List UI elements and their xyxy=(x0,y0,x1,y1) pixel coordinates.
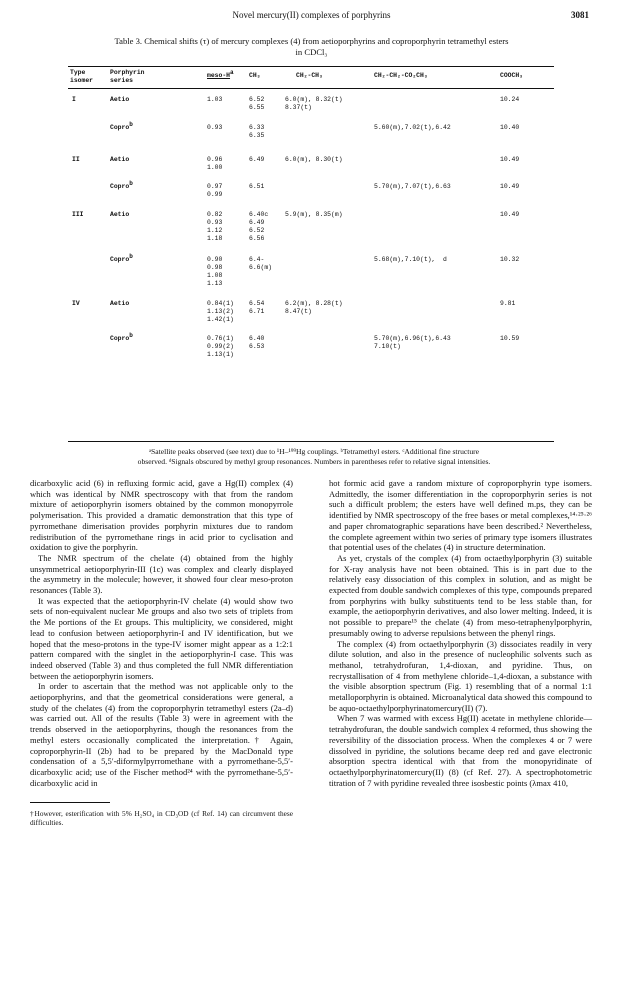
cell-meso: 0.84(1) 1.13(2) 1.42(1) xyxy=(207,300,234,323)
cell-type: II xyxy=(72,156,80,163)
body-paragraph: As yet, crystals of the complex (4) from octaethylporphyrin (3) suitable for X-ray analysis have not been obtained. This is in part due to the relatively easy dissociation of this complex in solution, and as might be expected from double sandwich complexes of this type, compounds prepared from porphyrins with bulky substituents tend to be less stable than, for example, the aetioporphyrin derivatives, and also lower melting. Indeed, it is not possible to prepare¹⁵ the chelate (4) from meso-tetraphenylporphyrin, presumably owing to adverse repulsions between the phenyl rings. xyxy=(329,552,592,638)
cell-meso: 1.03 xyxy=(207,96,223,103)
body-paragraph: It was expected that the aetioporphyrin-IV chelate (4) would show two sets of non-equivalent nuclear Me groups and also two sets of triplets from the Me portions of the Et groups. This multiplicity, we considered, might lead to confusion between aetioporphyrin-I and IV identification, but we hoped that the meso-protons in the type-IV isomer might appear as a 1:2:1 pattern compared with the singlet in the aetioporphyrin-I case. This was indeed observed (Table 3) and thus completed the full NMR differentiation between the aetioporphyrin isomers. xyxy=(30,595,293,681)
cell-ester: 10.24 xyxy=(500,96,520,103)
cell-ch3: 6.52 6.55 xyxy=(249,96,265,111)
col-head-propionate: CH₂-CH₂-CO₂CH₃ xyxy=(374,72,428,79)
table-caption-line-1: Table 3. Chemical shifts (τ) of mercury complexes (4) from aetioporphyrins and coproporphyrin tetramethyl esters xyxy=(114,36,509,46)
table-footnote-line-1: ᵃSatellite peaks observed (see text) due to ¹H–¹⁹⁹Hg couplings. ᵇTetramethyl esters. ᶜAdditional fine structure xyxy=(148,447,480,456)
cell-propionate: 5.70(m),6.96(t),6.43 7.10(t) xyxy=(374,335,451,350)
cell-type: III xyxy=(72,211,84,218)
cell-series-footnote-mark: b xyxy=(129,331,133,339)
cell-ester: 10.59 xyxy=(500,335,520,342)
cell-series-footnote-mark: b xyxy=(129,120,133,128)
col-head-type: Type isomer xyxy=(70,69,94,84)
table-caption xyxy=(40,36,583,58)
cell-series: Aetio xyxy=(110,300,130,307)
cell-series-footnote-mark: b xyxy=(129,179,133,187)
cell-ethyl: 5.9(m), 8.35(m) xyxy=(285,211,343,218)
cell-type: I xyxy=(72,96,76,103)
cell-meso: 0.96 1.00 xyxy=(207,156,223,171)
cell-series: Copro$^b$ xyxy=(110,252,133,263)
cell-propionate: 5.70(m),7.07(t),6.63 xyxy=(374,183,451,190)
cell-series: Aetio xyxy=(110,211,130,218)
body-paragraph: The NMR spectrum of the chelate (4) obtained from the highly unsymmetrical aetioporphyrin-III (1c) was complex and clearly displayed the asymmetry in the molecule; however, it showed four clear meso-proton resonances (Table 3). xyxy=(30,552,293,596)
body-paragraph: hot formic acid gave a random mixture of coproporphyrin type isomers. Admittedly, the isomer differentiation in the coproporphyrin series is not such a difficult problem; the esters have well defined m.ps, they can be identified by NMR spectroscopy of the free bases or metal complexes,¹⁴·²⁵·²⁶ and paper chromatographic separations have been described.² Nevertheless, the complete agreement within two series of primary type isomers illustrates that potential uses of the chelates (4) in structure determination. xyxy=(329,478,592,553)
table-footnote-line-2: observed. ᵈSignals obscured by methyl group resonances. Numbers in parentheses refer to relative signal intensities. xyxy=(137,457,491,466)
cell-ch3: 6.4- 6.6(m) xyxy=(249,256,273,271)
cell-ch3: 6.49 xyxy=(249,156,265,163)
cell-series: Aetio xyxy=(110,156,130,163)
col-head-ester: COOCH₃ xyxy=(500,72,524,79)
cell-ch3: 6.33 6.35 xyxy=(249,124,265,139)
cell-series: Copro$^b$ xyxy=(110,331,133,342)
cell-series: Copro$^b$ xyxy=(110,179,133,190)
col-head-series: Porphyrin series xyxy=(110,69,145,84)
cell-ch3: 6.40 6.53 xyxy=(249,335,265,350)
shift-table xyxy=(68,66,554,442)
cell-ester: 10.49 xyxy=(500,183,520,190)
cell-meso: 0.82 0.93 1.12 1.18 xyxy=(207,211,223,242)
cell-propionate: 5.60(m),7.02(t),6.42 xyxy=(374,124,451,131)
cell-type: IV xyxy=(72,300,80,307)
column-footnote: †However, esterification with 5% H₂SO₄ in CD₃OD (cf Ref. 14) can circumvent these difficulties. xyxy=(30,809,293,828)
cell-ch3: 6.54 6.71 xyxy=(249,300,265,315)
page-number: 3081 xyxy=(571,10,589,20)
cell-ethyl: 6.2(m), 8.28(t) 8.47(t) xyxy=(285,300,343,315)
table-footnotes xyxy=(64,447,564,467)
cell-series-footnote-mark: b xyxy=(129,252,133,260)
cell-ester: 10.32 xyxy=(500,256,520,263)
cell-ester: 9.81 xyxy=(500,300,516,307)
cell-ethyl: 6.0(m), 8.32(t) 8.37(t) xyxy=(285,96,343,111)
right-column xyxy=(329,478,592,788)
body-paragraph: In order to ascertain that the method was not applicable only to the aetioporphyrins, and that the geometrical considerations were general, a study of the chelates (4) from the coproporphyrin tetramethyl esters (2a–d) was carried out. All of the results (Table 3) were in agreement with the trends observed in the aetioporphyrins, though the resonances from the methyl esters occasionally complicated the interpretation.† Again, coproporphyrin-II (2b) had to be prepared by the MacDonald type condensation of a 5,5′-diformylpyrromethane with a pyrromethane-5,5′-dicarboxylic acid; use of the Fischer method²⁴ with the pyrromethane-5,5′-dicarboxylic acid in xyxy=(30,681,293,788)
cell-ester: 10.49 xyxy=(500,211,520,218)
cell-ester: 10.49 xyxy=(500,156,520,163)
cell-ch3: 6.51 xyxy=(249,183,265,190)
cell-series: Aetio xyxy=(110,96,130,103)
cell-ch3: 6.40c 6.49 6.52 6.56 xyxy=(249,211,269,242)
running-title: Novel mercury(II) complexes of porphyrins xyxy=(232,10,391,20)
cell-ester: 10.40 xyxy=(500,124,520,131)
col-head-ch3: CH₃ xyxy=(249,72,261,79)
table-caption-line-2: in CDCl₃ xyxy=(295,47,328,57)
left-column xyxy=(30,478,293,827)
cell-meso: 0.93 xyxy=(207,124,223,131)
body-paragraph: dicarboxylic acid (6) in refluxing formic acid, gave a Hg(II) complex (4) which was identical by NMR spectroscopy with that from the random mixture of aetioporphyrin isomers obtained by the common monopyrrole polymerisation. This provided a dramatic demonstration that this type of pyrromethane dimerisation provides porphyrin mixtures due to random redistribution of the pyrromethane rings in acid prior to cyclisation and oxidation to give the porphyrin. xyxy=(30,478,293,553)
cell-meso: 0.97 0.99 xyxy=(207,183,223,198)
body-paragraph: When 7 was warmed with excess Hg(II) acetate in methylene chloride—tetrahydrofuran, the double sandwich complex 4 reformed, thus showing the reversibility of the dissociation process. When the complexes 4 or 7 were dissolved in pyridine, the solutions became deep red and gave electronic absorption spectra identical with that from the monopyridinate of octaethylporphyrinatomercury(II) (8) (cf Ref. 27). A spectrophotometric titration of 7 with pyridine revealed three isosbestic points (λmax 410, xyxy=(329,713,592,788)
col-head-ethyl: CH₂-CH₃ xyxy=(296,72,323,79)
body-paragraph: The complex (4) from octaethylporphyrin (3) dissociates readily in very dilute solution, and also in the presence of nucleophilic solvents such as methanol, tetrahydrofuran, 1,4-dioxan, and pyridine. Thus, on recrystallisation of 4 from methylene chloride–1,4-dioxan, a substance with the visible absorption spectrum (Fig. 1) resembling that of a normal 1:1 metalloporphyrin is obtained. Microanalytical data showed this compound to be aquo-octaethylporphyrinatomercury(II) (7). xyxy=(329,638,592,713)
cell-ethyl: 6.0(m), 8.30(t) xyxy=(285,156,343,163)
cell-propionate: 5.68(m),7.10(t), d xyxy=(374,256,447,263)
cell-meso: 0.90 0.98 1.08 1.13 xyxy=(207,256,223,287)
cell-series: Copro$^b$ xyxy=(110,120,133,131)
col-head-meso: meso-$H^a$ xyxy=(207,68,234,79)
cell-meso: 0.76(1) 0.99(2) 1.13(1) xyxy=(207,335,234,358)
